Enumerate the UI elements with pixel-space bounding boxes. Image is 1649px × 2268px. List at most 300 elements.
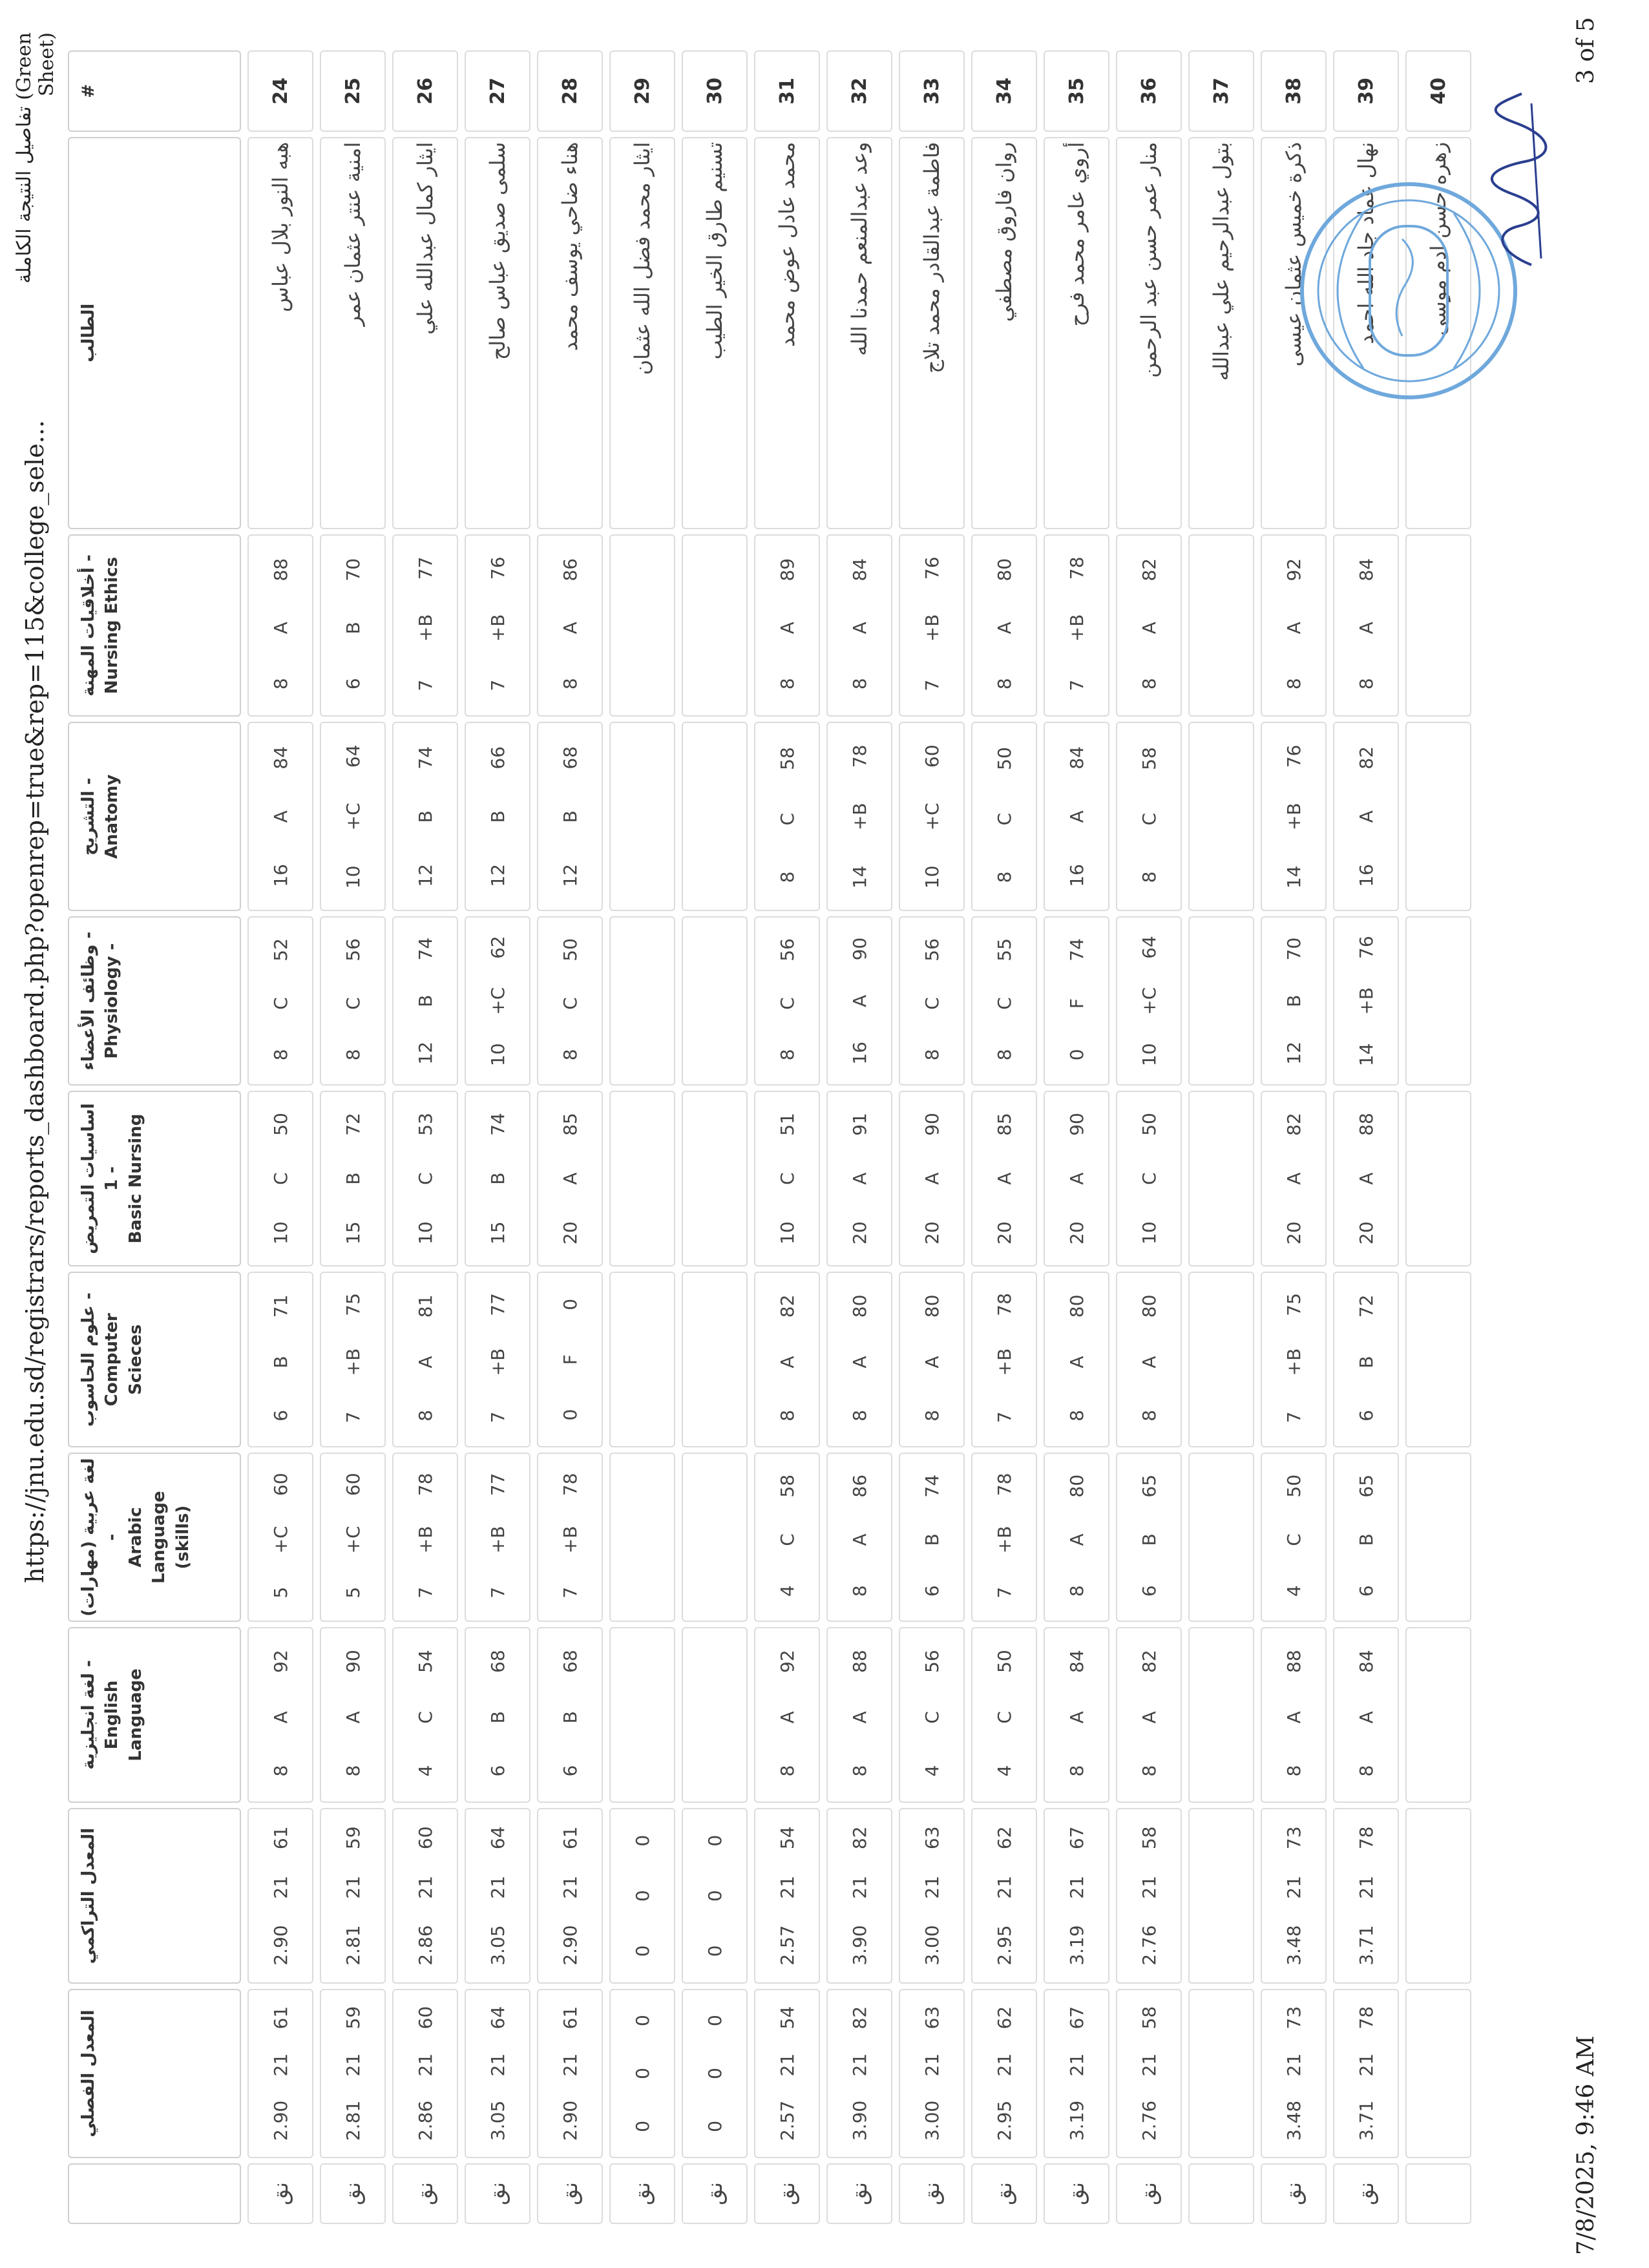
grade-value: 8 bbox=[342, 1049, 364, 1061]
grade-cell-basic bbox=[247, 1091, 313, 1266]
grade-value: 90 bbox=[848, 937, 870, 961]
grade-value: 77 bbox=[487, 1473, 509, 1496]
grade-value: 68 bbox=[559, 1650, 581, 1673]
grade-cell-basic bbox=[899, 1091, 965, 1266]
grade-value: 12 bbox=[1283, 1041, 1305, 1065]
grade-value: 78 bbox=[993, 1293, 1015, 1316]
row-number: 30 bbox=[682, 50, 748, 132]
grade-value: 7 bbox=[1283, 1411, 1305, 1423]
grade-value: 52 bbox=[269, 938, 291, 961]
grade-value: B bbox=[269, 1356, 291, 1369]
grade-cell-cum bbox=[1116, 1808, 1182, 1984]
grade-value: C bbox=[776, 1172, 798, 1185]
grade-value: A bbox=[269, 810, 291, 823]
grade-value: 12 bbox=[414, 1041, 436, 1065]
status-cell: نق bbox=[1333, 2163, 1399, 2224]
grade-value: 2.57 bbox=[776, 1925, 798, 1966]
grade-value: +B bbox=[414, 1526, 436, 1554]
grade-cell-phys bbox=[682, 916, 748, 1086]
grade-cell-english bbox=[1044, 1627, 1109, 1803]
col-semester: المعدل الفصلي bbox=[68, 1989, 241, 2158]
grade-cell-ethics bbox=[465, 534, 530, 717]
footer-datetime: 7/8/2025, 9:46 AM bbox=[1573, 2035, 1599, 2255]
student-name: امنية عنتر عثمان عمر bbox=[320, 137, 386, 529]
grade-value: A bbox=[1355, 622, 1377, 635]
grade-cell-arabic bbox=[899, 1453, 965, 1622]
grade-value: 58 bbox=[776, 1474, 798, 1498]
grade-cell-anatomy bbox=[247, 722, 313, 911]
grade-value: 0 bbox=[704, 2120, 726, 2132]
grade-value: 82 bbox=[1138, 558, 1160, 582]
grade-cell-arabic bbox=[1261, 1453, 1327, 1622]
table-row bbox=[1188, 50, 1254, 2224]
grade-value: 8 bbox=[269, 1049, 291, 1061]
grade-cell-cum bbox=[899, 1808, 965, 1984]
grade-value: 60 bbox=[269, 1473, 291, 1496]
grade-value: 8 bbox=[776, 871, 798, 883]
grade-value: 8 bbox=[776, 1049, 798, 1061]
grade-value: B bbox=[1355, 1533, 1377, 1546]
grade-value: A bbox=[1066, 1356, 1087, 1369]
grade-value: 21 bbox=[414, 2053, 436, 2077]
grade-cell-cum bbox=[826, 1808, 892, 1984]
grade-value: 74 bbox=[1066, 938, 1087, 961]
grade-value: 0 bbox=[704, 1834, 726, 1847]
table-row bbox=[899, 50, 965, 2224]
grade-value: C bbox=[993, 997, 1015, 1010]
grade-value: 16 bbox=[1066, 864, 1087, 887]
grade-value: 3.48 bbox=[1283, 1925, 1305, 1966]
grade-cell-anatomy bbox=[392, 722, 458, 911]
grade-value: 20 bbox=[1355, 1221, 1377, 1244]
grade-cell-arabic bbox=[1333, 1453, 1399, 1622]
row-number: 36 bbox=[1116, 50, 1182, 132]
grade-cell-english bbox=[609, 1627, 675, 1803]
grade-value: 58 bbox=[1138, 1826, 1160, 1850]
grade-value: 14 bbox=[1283, 865, 1305, 889]
grade-value: 73 bbox=[1283, 1826, 1305, 1850]
grade-cell-ethics bbox=[682, 534, 748, 717]
student-name: فاطمة عبدالقادر محمد تلاج bbox=[899, 137, 965, 529]
grade-value: 91 bbox=[848, 1113, 870, 1136]
grade-value: +C bbox=[269, 1526, 291, 1554]
grade-value: A bbox=[1283, 1711, 1305, 1724]
grade-cell-comp bbox=[899, 1272, 965, 1447]
grade-cell-cum bbox=[682, 1808, 748, 1984]
grade-value: 64 bbox=[487, 1826, 509, 1850]
grade-value: 20 bbox=[848, 1221, 870, 1244]
grade-value: C bbox=[1283, 1533, 1305, 1546]
table-row bbox=[247, 50, 313, 2224]
grade-cell-ethics bbox=[1333, 534, 1399, 717]
grade-value: 2.95 bbox=[993, 2100, 1015, 2141]
grade-value: 8 bbox=[559, 678, 581, 690]
grade-value: +B bbox=[559, 1526, 581, 1554]
grade-value: 14 bbox=[1355, 1043, 1377, 1067]
grade-value: 7 bbox=[487, 1411, 509, 1423]
grade-cell-cum bbox=[754, 1808, 820, 1984]
grade-cell-english bbox=[899, 1627, 965, 1803]
grade-value: 90 bbox=[342, 1650, 364, 1673]
grade-value: 6 bbox=[1138, 1585, 1160, 1597]
grade-value: 21 bbox=[993, 2053, 1015, 2077]
grade-value: 8 bbox=[1138, 678, 1160, 690]
grade-value: 8 bbox=[1138, 1409, 1160, 1422]
grade-value: +B bbox=[487, 1348, 509, 1376]
grade-value: 6 bbox=[559, 1765, 581, 1777]
grade-value: 80 bbox=[1138, 1294, 1160, 1318]
grade-value: +C bbox=[342, 803, 364, 831]
grade-value: 58 bbox=[1138, 747, 1160, 770]
grade-value: 74 bbox=[414, 746, 436, 770]
grade-cell-anatomy bbox=[1405, 722, 1471, 911]
grade-value: 3.71 bbox=[1355, 1925, 1377, 1966]
grade-value: B bbox=[921, 1533, 943, 1546]
grade-cell-anatomy bbox=[754, 722, 820, 911]
grade-cell-sem bbox=[1116, 1989, 1182, 2158]
grade-value: 12 bbox=[487, 864, 509, 887]
grade-cell-sem bbox=[537, 1989, 603, 2158]
grade-value: A bbox=[1066, 810, 1087, 823]
grade-cell-ethics bbox=[826, 534, 892, 717]
grade-cell-basic bbox=[1188, 1091, 1254, 1266]
grade-value: 2.81 bbox=[342, 2100, 364, 2141]
grade-value: 8 bbox=[1138, 871, 1160, 883]
grade-cell-ethics bbox=[1405, 534, 1471, 717]
grade-value: A bbox=[993, 1172, 1015, 1185]
grade-value: 76 bbox=[1355, 936, 1377, 959]
grade-value: 88 bbox=[848, 1650, 870, 1673]
page-url[interactable]: https://jnu.edu.sd/registrars/reports_dashboard.php?openrep=true&rep=115&college_sele... bbox=[21, 420, 49, 1583]
row-number: 24 bbox=[247, 50, 313, 132]
grade-cell-phys bbox=[247, 916, 313, 1086]
grade-cell-comp bbox=[1405, 1272, 1471, 1447]
grade-value: 76 bbox=[487, 556, 509, 580]
grade-value: 2.90 bbox=[559, 1925, 581, 1966]
grade-cell-phys bbox=[609, 916, 675, 1086]
grade-value: 0 bbox=[559, 1298, 581, 1310]
grade-value: +B bbox=[1066, 614, 1087, 642]
student-name: بتول عبدالرحيم علي عبدالله bbox=[1188, 137, 1254, 529]
grade-value: 50 bbox=[559, 938, 581, 961]
grade-cell-arabic bbox=[1044, 1453, 1109, 1622]
grade-value: 2.57 bbox=[776, 2100, 798, 2141]
grade-value: 0 bbox=[631, 2120, 653, 2132]
grade-value: 8 bbox=[776, 678, 798, 690]
student-name: وعد عبدالمنعم حمدنا الله bbox=[826, 137, 892, 529]
grade-cell-basic bbox=[826, 1091, 892, 1266]
grade-value: A bbox=[1066, 1533, 1087, 1546]
grade-value: 8 bbox=[1066, 1765, 1087, 1777]
grade-cell-arabic bbox=[609, 1453, 675, 1622]
grade-value: 10 bbox=[1138, 1221, 1160, 1244]
grade-value: 77 bbox=[414, 556, 436, 580]
grade-value: 16 bbox=[848, 1041, 870, 1065]
grade-value: +B bbox=[993, 1348, 1015, 1376]
table-row bbox=[465, 50, 530, 2224]
grade-value: 73 bbox=[1283, 2006, 1305, 2030]
grade-cell-ethics bbox=[537, 534, 603, 717]
status-cell: نق bbox=[320, 2163, 386, 2224]
grade-value: 80 bbox=[993, 558, 1015, 582]
row-number: 29 bbox=[609, 50, 675, 132]
grade-value: 21 bbox=[342, 2053, 364, 2077]
grade-cell-comp bbox=[971, 1272, 1037, 1447]
grade-cell-comp bbox=[609, 1272, 675, 1447]
grade-cell-phys bbox=[1188, 916, 1254, 1086]
grade-cell-phys bbox=[1405, 916, 1471, 1086]
grade-cell-comp bbox=[1044, 1272, 1109, 1447]
grade-value: C bbox=[1138, 1172, 1160, 1185]
grade-value: C bbox=[414, 1172, 436, 1185]
grade-value: 21 bbox=[269, 1875, 291, 1899]
status-cell: نق bbox=[537, 2163, 603, 2224]
grade-value: 21 bbox=[1066, 1875, 1087, 1899]
grade-value: 8 bbox=[993, 871, 1015, 883]
grade-value: 54 bbox=[414, 1650, 436, 1673]
grade-value: 56 bbox=[921, 938, 943, 961]
grade-cell-basic bbox=[609, 1091, 675, 1266]
grade-value: 0 bbox=[631, 2068, 653, 2079]
grade-cell-ethics bbox=[899, 534, 965, 717]
grade-cell-sem bbox=[1405, 1989, 1471, 2158]
grade-cell-ethics bbox=[1044, 534, 1109, 717]
grade-value: B bbox=[414, 810, 436, 823]
grade-value: 7 bbox=[487, 1586, 509, 1599]
grade-value: 61 bbox=[269, 1826, 291, 1850]
grade-cell-phys bbox=[1261, 916, 1327, 1086]
grade-value: 20 bbox=[993, 1221, 1015, 1244]
grade-value: 20 bbox=[921, 1221, 943, 1244]
grade-value: 74 bbox=[487, 1113, 509, 1136]
grade-cell-anatomy bbox=[609, 722, 675, 911]
grade-cell-arabic bbox=[320, 1453, 386, 1622]
grade-value: 8 bbox=[559, 1049, 581, 1061]
grade-value: F bbox=[1066, 998, 1087, 1009]
row-number: 39 bbox=[1333, 50, 1399, 132]
student-name: زهره حسن ادم موسى bbox=[1405, 137, 1471, 529]
grade-cell-cum bbox=[320, 1808, 386, 1984]
grade-value: 7 bbox=[1066, 679, 1087, 691]
grade-value: +B bbox=[848, 803, 870, 831]
grade-value: 78 bbox=[848, 744, 870, 768]
row-number: 26 bbox=[392, 50, 458, 132]
row-number: 25 bbox=[320, 50, 386, 132]
grade-value: C bbox=[1138, 812, 1160, 826]
grade-cell-comp bbox=[537, 1272, 603, 1447]
grade-value: A bbox=[1066, 1172, 1087, 1185]
table-row bbox=[320, 50, 386, 2224]
grade-value: A bbox=[559, 1172, 581, 1185]
col-status bbox=[68, 2163, 241, 2224]
grade-value: 3.19 bbox=[1066, 1925, 1087, 1966]
grade-cell-cum bbox=[537, 1808, 603, 1984]
grade-value: C bbox=[921, 997, 943, 1010]
grade-value: 74 bbox=[414, 937, 436, 961]
status-cell: نق bbox=[609, 2163, 675, 2224]
grade-value: 21 bbox=[1066, 2053, 1087, 2077]
status-cell: نق bbox=[465, 2163, 530, 2224]
grade-value: 8 bbox=[848, 1765, 870, 1777]
status-cell: نق bbox=[1044, 2163, 1109, 2224]
grade-value: A bbox=[1066, 1711, 1087, 1724]
table-row bbox=[971, 50, 1037, 2224]
status-cell bbox=[1405, 2163, 1471, 2224]
grade-value: 54 bbox=[776, 1826, 798, 1850]
grade-cell-basic bbox=[1044, 1091, 1109, 1266]
grade-cell-cum bbox=[1405, 1808, 1471, 1984]
grade-value: 3.48 bbox=[1283, 2100, 1305, 2141]
grade-value: A bbox=[1138, 1356, 1160, 1369]
grade-cell-sem bbox=[1044, 1989, 1109, 2158]
grade-value: 62 bbox=[993, 1826, 1015, 1850]
row-number: 33 bbox=[899, 50, 965, 132]
grade-cell-basic bbox=[682, 1091, 748, 1266]
grade-value: 14 bbox=[848, 865, 870, 889]
status-cell: نق bbox=[899, 2163, 965, 2224]
grade-value: 7 bbox=[559, 1586, 581, 1599]
grade-value: B bbox=[487, 1711, 509, 1724]
grade-value: 21 bbox=[776, 2053, 798, 2077]
grade-cell-arabic bbox=[1116, 1453, 1182, 1622]
col-number: # bbox=[68, 50, 241, 132]
grade-cell-sem bbox=[320, 1989, 386, 2158]
grade-value: 21 bbox=[993, 1875, 1015, 1899]
grade-value: A bbox=[848, 1356, 870, 1369]
grade-cell-ethics bbox=[320, 534, 386, 717]
grade-value: +B bbox=[342, 1348, 364, 1376]
grade-value: A bbox=[1355, 1172, 1377, 1185]
grade-value: A bbox=[269, 622, 291, 635]
grade-value: 5 bbox=[269, 1586, 291, 1599]
grade-value: 77 bbox=[487, 1293, 509, 1316]
grade-value: 8 bbox=[776, 1409, 798, 1422]
grade-cell-anatomy bbox=[826, 722, 892, 911]
status-cell bbox=[1188, 2163, 1254, 2224]
grade-value: B bbox=[342, 1172, 364, 1185]
grade-cell-basic bbox=[1116, 1091, 1182, 1266]
grade-value: 75 bbox=[1283, 1293, 1305, 1316]
grade-value: 10 bbox=[921, 865, 943, 889]
row-number: 34 bbox=[971, 50, 1037, 132]
grade-value: 66 bbox=[487, 746, 509, 770]
status-cell: نق bbox=[247, 2163, 313, 2224]
grade-value: B bbox=[487, 1172, 509, 1185]
grade-cell-english bbox=[1333, 1627, 1399, 1803]
grade-cell-sem bbox=[247, 1989, 313, 2158]
grade-value: 3.90 bbox=[848, 1925, 870, 1966]
grade-cell-basic bbox=[465, 1091, 530, 1266]
grade-value: 3.00 bbox=[921, 1925, 943, 1966]
student-name: ذكرة خميس عثمان عيسى bbox=[1261, 137, 1327, 529]
grade-value: 67 bbox=[1066, 2006, 1087, 2030]
grade-value: 82 bbox=[1355, 746, 1377, 770]
grade-value: 78 bbox=[559, 1473, 581, 1496]
grade-cell-phys bbox=[899, 916, 965, 1086]
grade-value: 4 bbox=[414, 1765, 436, 1777]
grade-cell-sem bbox=[682, 1989, 748, 2158]
grade-cell-arabic bbox=[682, 1453, 748, 1622]
grade-value: 16 bbox=[1355, 864, 1377, 887]
grade-cell-phys bbox=[971, 916, 1037, 1086]
grade-value: 21 bbox=[487, 2053, 509, 2077]
grade-value: 20 bbox=[1283, 1221, 1305, 1244]
grade-value: 6 bbox=[921, 1585, 943, 1597]
grade-cell-anatomy bbox=[1188, 722, 1254, 911]
grade-value: 16 bbox=[269, 864, 291, 887]
grade-value: 2.76 bbox=[1138, 1925, 1160, 1966]
grade-value: 68 bbox=[559, 746, 581, 770]
grade-value: 3.19 bbox=[1066, 2100, 1087, 2141]
grade-cell-basic bbox=[320, 1091, 386, 1266]
grade-value: 8 bbox=[993, 678, 1015, 690]
student-name: هناء ضاحي يوسف محمد bbox=[537, 137, 603, 529]
grade-cell-arabic bbox=[392, 1453, 458, 1622]
grade-value: 3.05 bbox=[487, 2100, 509, 2141]
grade-value: 21 bbox=[1355, 1875, 1377, 1899]
grade-value: 63 bbox=[921, 1826, 943, 1850]
student-name: محمد عادل عوض محمد bbox=[754, 137, 820, 529]
grade-value: 50 bbox=[1138, 1113, 1160, 1136]
grade-cell-ethics bbox=[1261, 534, 1327, 717]
grade-value: 21 bbox=[559, 2053, 581, 2077]
grade-value: 7 bbox=[993, 1411, 1015, 1423]
grade-cell-english bbox=[1116, 1627, 1182, 1803]
student-name: منار عمر حسن عبد الرحمن bbox=[1116, 137, 1182, 529]
grade-cell-comp bbox=[247, 1272, 313, 1447]
table-row bbox=[682, 50, 748, 2224]
student-name: أروي عامر محمد فرح bbox=[1044, 137, 1109, 529]
grade-value: 76 bbox=[1283, 744, 1305, 768]
grade-value: 80 bbox=[921, 1294, 943, 1318]
col-computer: علوم الحاسوب - Computer Scieces bbox=[68, 1272, 241, 1447]
grade-value: 61 bbox=[559, 1826, 581, 1850]
grade-value: A bbox=[414, 1356, 436, 1369]
grade-value: 12 bbox=[559, 864, 581, 887]
grade-value: 80 bbox=[1066, 1474, 1087, 1498]
row-number: 40 bbox=[1405, 50, 1471, 132]
grade-cell-comp bbox=[1261, 1272, 1327, 1447]
grade-value: 12 bbox=[414, 864, 436, 887]
grade-value: 56 bbox=[776, 938, 798, 961]
grade-value: +B bbox=[414, 614, 436, 642]
grade-value: C bbox=[993, 1711, 1015, 1724]
grade-value: 0 bbox=[704, 2015, 726, 2027]
grade-cell-comp bbox=[1116, 1272, 1182, 1447]
grade-cell-anatomy bbox=[1261, 722, 1327, 911]
footer-page-number: 3 of 5 bbox=[1573, 17, 1599, 84]
grade-value: 61 bbox=[269, 2006, 291, 2030]
grade-value: 80 bbox=[1066, 1294, 1087, 1318]
grade-value: 2.76 bbox=[1138, 2100, 1160, 2141]
grade-cell-phys bbox=[1116, 916, 1182, 1086]
table-row bbox=[1044, 50, 1109, 2224]
grade-value: 64 bbox=[1138, 936, 1160, 959]
grade-value: 2.90 bbox=[269, 2100, 291, 2141]
grade-value: 8 bbox=[342, 1765, 364, 1777]
grade-value: A bbox=[848, 1172, 870, 1185]
grade-cell-arabic bbox=[754, 1453, 820, 1622]
sheet-title: تفاصيل النتيجة الكاملة (Green Sheet) bbox=[13, 32, 58, 284]
grade-value: 8 bbox=[269, 678, 291, 690]
grade-cell-phys bbox=[465, 916, 530, 1086]
grade-cell-english bbox=[1261, 1627, 1327, 1803]
grade-value: +B bbox=[1283, 803, 1305, 831]
grade-cell-english bbox=[465, 1627, 530, 1803]
row-number: 28 bbox=[537, 50, 603, 132]
status-cell: نق bbox=[1261, 2163, 1327, 2224]
row-number: 32 bbox=[826, 50, 892, 132]
